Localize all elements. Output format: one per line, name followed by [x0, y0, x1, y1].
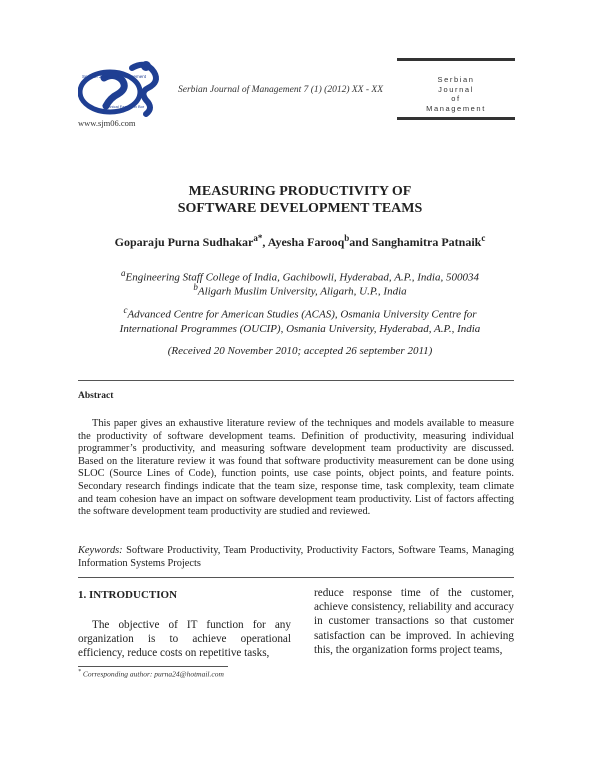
- author-name: Goparaju Purna Sudhakar: [114, 235, 254, 249]
- author-separator: and: [349, 235, 372, 249]
- affiliation-text: Advanced Centre for American Studies (ACAS), Osmania University Centre for: [127, 308, 477, 321]
- section-heading-introduction: 1. INTRODUCTION: [78, 589, 178, 601]
- intro-right-column: reduce response time of the customer, achieve consistency, reliability and accuracy in customer transactions so that customer satisfaction can be improved. In achieving this, the organization forms project teams,: [314, 587, 514, 656]
- logo-text-bottom: Technical Faculty in Bor: [102, 104, 145, 109]
- received-dates: (Received 20 November 2010; accepted 26 september 2011): [167, 345, 433, 357]
- masthead-line: Management: [426, 103, 486, 113]
- title-line: MEASURING PRODUCTIVITY OF: [188, 184, 412, 199]
- keywords-text: Software Productivity, Team Productivity, Productivity Factors, Software Teams, Managing Information Systems Projects: [78, 545, 514, 569]
- author-name: Sanghamitra Patnaik: [371, 235, 482, 249]
- footnote: [78, 669, 224, 679]
- affiliation-marker: c: [123, 305, 128, 315]
- paper-title: [0, 183, 600, 217]
- divider: [78, 380, 514, 381]
- keywords-label: Keywords:: [78, 545, 123, 556]
- title-line: SOFTWARE DEVELOPMENT TEAMS: [177, 201, 423, 216]
- affiliation-marker: a: [121, 268, 126, 278]
- author-separator: ,: [262, 235, 268, 249]
- logo-text-top: Serbian Journal of Management: [82, 74, 147, 79]
- author-name: Ayesha Farooq: [267, 235, 345, 249]
- author-list: [0, 233, 600, 250]
- journal-website[interactable]: www.sjm06.com: [78, 118, 136, 128]
- affiliation-text: International Programmes (OUCIP), Osmania University, Hyderabad, A.P., India: [119, 322, 481, 335]
- divider: [78, 577, 514, 578]
- affiliation-c: [0, 303, 600, 336]
- abstract-body: This paper gives an exhaustive literature review of the techniques and models available to measure the productivity of software development teams. Definition of productivity, measuring individual programmer’s productivity, and measuring software development team productivity are discussed. Based on the literature review it was found that software productivity measurement can be done using SLOC (Source Lines of Code), function points, use case points, object points, and feature points. Secondary research findings indicate that the team size, response time, task complexity, team climate and team cohesion have an impact on software development team productivity. List of factors affecting the software development team productivity are studied and reviewed.: [78, 418, 514, 518]
- affiliation-b: [0, 280, 600, 299]
- footnote-text: Corresponding author: purna24@hotmail.com: [82, 669, 224, 679]
- footnote-divider: [78, 666, 228, 667]
- masthead-line: Journal: [438, 84, 474, 94]
- keywords: [78, 545, 514, 570]
- footnote-marker: *: [78, 669, 81, 675]
- intro-left-column: The objective of IT function for any organization is to achieve operational efficiency, reduce costs on repetitive tasks,: [78, 619, 291, 660]
- affiliation-marker: b: [193, 282, 198, 292]
- journal-masthead: [397, 58, 515, 120]
- journal-citation: Serbian Journal of Management 7 (1) (2012) XX - XX: [178, 85, 383, 95]
- author-marker: a*: [253, 233, 263, 243]
- affiliation-text: Engineering Staff College of India, Gachibowli, Hyderabad, A.P., India, 500034: [125, 271, 479, 284]
- affiliation-text: Aligarh Muslim University, Aligarh, U.P., India: [197, 285, 407, 298]
- abstract-heading: Abstract: [78, 391, 114, 401]
- journal-logo: [78, 58, 166, 120]
- masthead-line: of: [451, 94, 461, 104]
- author-marker: c: [481, 233, 486, 243]
- author-marker: b: [344, 233, 350, 243]
- masthead-line: Serbian: [437, 75, 475, 84]
